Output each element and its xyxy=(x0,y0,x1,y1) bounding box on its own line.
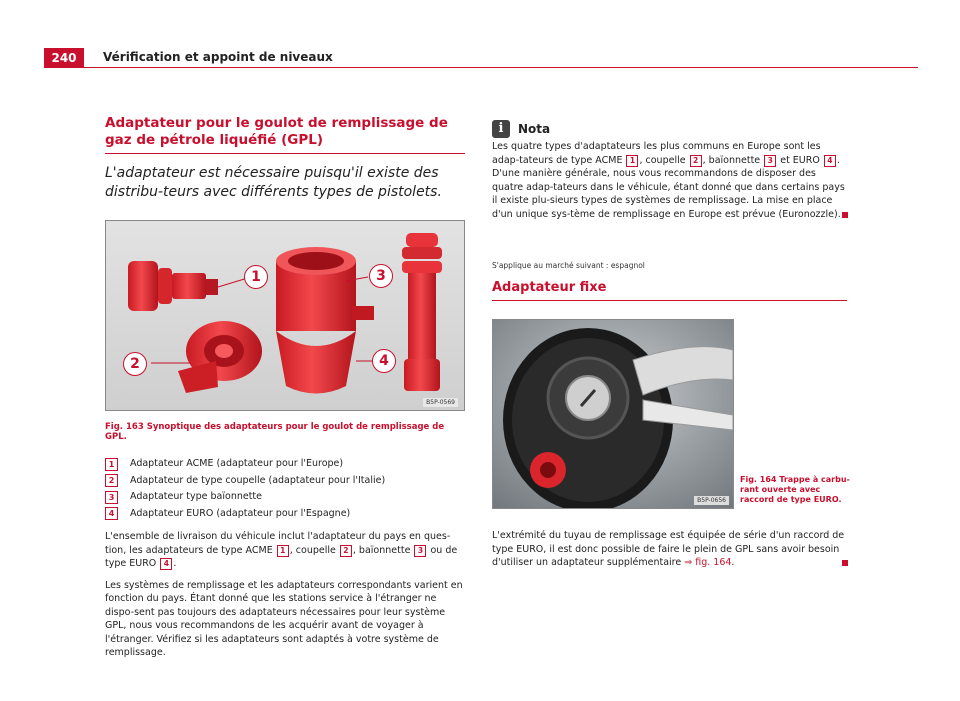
text-run: ou de type EURO xyxy=(105,544,458,569)
text-run: L'ensemble de livraison du véhicule inclut l'adaptateur du pays en ques-tion, les adaptateurs de type ACME xyxy=(105,531,451,556)
legend-number: 1 xyxy=(105,458,118,471)
ref-badge: 4 xyxy=(160,558,172,570)
nota-title: Nota xyxy=(518,122,551,136)
header-rule xyxy=(84,67,918,68)
end-of-section-mark xyxy=(842,560,848,566)
ref-badge: 1 xyxy=(626,155,638,167)
callout-1: 1 xyxy=(244,265,268,289)
figure-164-wrapper xyxy=(492,319,848,509)
legend-item xyxy=(105,506,465,523)
fuel-flap-illustration xyxy=(493,320,733,508)
legend-number: 2 xyxy=(105,474,118,487)
section-title-gpl-adapter: Adaptateur pour le goulot de remplissage de gaz de pétrole liquéfié (GPL) xyxy=(105,115,465,154)
figure-code: B5P-0656 xyxy=(694,496,729,505)
legend-item xyxy=(105,456,465,473)
legend-number: 3 xyxy=(105,491,118,504)
text-run: Les quatre types d'adaptateurs les plus communs en Europe sont les adap-tateurs de type ACME xyxy=(492,141,821,166)
text-run: , baïonnette xyxy=(352,544,411,556)
text-run: , coupelle xyxy=(639,154,686,166)
ref-badge: 3 xyxy=(414,545,426,557)
text-run: , baïonnette xyxy=(702,154,761,166)
legend-text: Adaptateur de type coupelle (adaptateur pour l'Italie) xyxy=(130,474,386,486)
legend-text: Adaptateur EURO (adaptateur pour l'Espagne) xyxy=(130,507,351,519)
adapter-legend xyxy=(105,456,465,522)
legend-number: 4 xyxy=(105,507,118,520)
callout-2: 2 xyxy=(123,352,147,376)
ref-badge: 4 xyxy=(824,155,836,167)
end-of-section-mark xyxy=(842,212,848,218)
figure-163-adapters xyxy=(105,220,465,411)
legend-text: Adaptateur type baïonnette xyxy=(130,491,263,502)
market-applies-note: S'applique au marché suivant : espagnol xyxy=(492,261,645,270)
text-run: , coupelle xyxy=(289,544,336,556)
systems-paragraph: Les systèmes de remplissage et les adaptateurs correspondants varient en fonction du pays. Étant donné que les stations service à l'étranger ne dispo-sent pas toujours des adaptateurs nécessaires pour leur système GPL, nous vous recommandons de les acquérir avant de voyager à l'étranger. Vérifiez si les adaptateurs sont adaptés à votre système de remplissage. xyxy=(105,579,463,658)
text-run: L'extrémité du tuyau de remplissage est équipée de série d'un raccord de type EURO, il est donc possible de faire le plein de GPL sans avoir besoin d'utiliser un adaptateur supplémentaire xyxy=(492,530,845,568)
figure-163-caption: Fig. 163 Synoptique des adaptateurs pour le goulot de remplissage de GPL. xyxy=(105,422,445,442)
legend-item xyxy=(105,473,465,490)
adapters-illustration xyxy=(106,221,464,410)
chapter-title: Vérification et appoint de niveaux xyxy=(103,50,333,64)
lead-text: L'adaptateur est nécessaire puisqu'il existe des distribu-teurs avec différents types de pistolets. xyxy=(105,165,442,200)
delivery-paragraph xyxy=(105,530,465,571)
text-run: . D'une manière générale, nous vous recommandons de disposer des quatre adap-tateurs dans le véhicule, étant donné que dans certains pays il existe plu-sieurs types de systèmes de remplissage. La mise en place d'un unique sys-tème de remplissage en Europe est prévue (Euronozzle). xyxy=(492,154,845,220)
info-icon: i xyxy=(492,120,510,138)
ref-badge: 2 xyxy=(690,155,702,167)
adapter-bayonet-shape xyxy=(276,247,374,394)
text-run: . xyxy=(173,558,177,569)
nota-text xyxy=(492,140,848,221)
legend-item xyxy=(105,489,465,506)
callout-3: 3 xyxy=(369,264,393,288)
adapter-coupelle-shape xyxy=(178,321,262,393)
left-column xyxy=(105,115,465,660)
right-column xyxy=(492,120,848,570)
page-number: 240 xyxy=(44,48,84,68)
adapter-acme-shape xyxy=(128,261,218,311)
adapter-euro-shape xyxy=(402,233,442,391)
figure-link[interactable]: ⇒ fig. 164 xyxy=(684,557,732,568)
text-run: . xyxy=(731,557,735,568)
figure-code: B5P-0569 xyxy=(423,398,458,407)
figure-164-fuel-flap xyxy=(492,319,734,509)
ref-badge: 3 xyxy=(764,155,776,167)
ref-badge: 1 xyxy=(277,545,289,557)
nota-header xyxy=(492,120,848,138)
section-title-fixed-adapter: Adaptateur fixe xyxy=(492,280,847,301)
callout-4: 4 xyxy=(372,349,396,373)
ref-badge: 2 xyxy=(340,545,352,557)
text-run: et EURO xyxy=(780,154,820,166)
legend-text: Adaptateur ACME (adaptateur pour l'Europe) xyxy=(130,458,344,469)
fixed-adapter-paragraph xyxy=(492,529,848,570)
figure-164-caption: Fig. 164 Trappe à carbu-rant ouverte avec raccord de type EURO. xyxy=(740,475,850,504)
